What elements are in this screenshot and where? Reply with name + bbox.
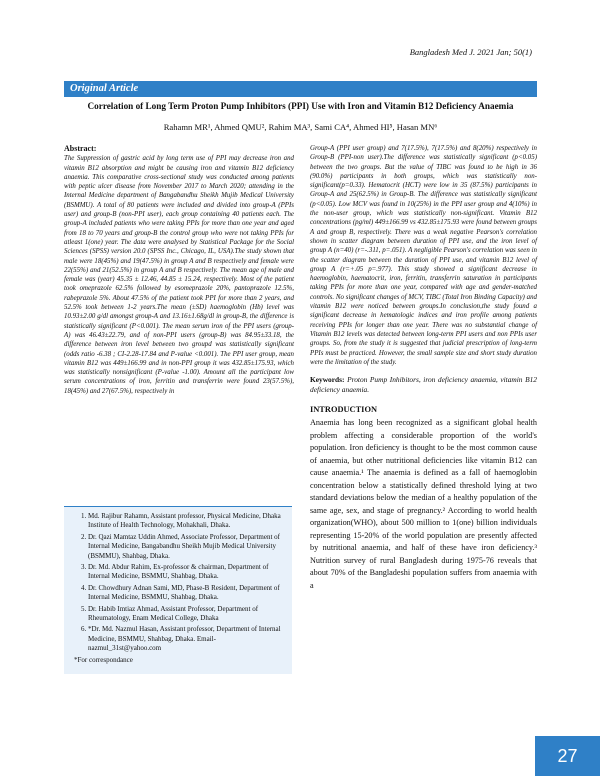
abstract-heading: Abstract: [64,144,97,153]
affiliation-item: 1. Md. Rajibur Rahamn, Assistant professor, Physical Medicine, Dhaka Institute of Health Technology, Mohakhali, Dhaka. [88,512,288,531]
right-column [310,144,537,592]
affiliation-item: 3. Dr. Md. Abdur Rahim, Ex-professor & chairman, Department of Internal Medicine, BSMMU, Shahbag, Dhaka. [88,563,288,582]
article-title: Correlation of Long Term Proton Pump Inhibitors (PPI) Use with Iron and Vitamin B12 Deficiency Anaemia [87,101,514,111]
affiliation-item: 2. Dr. Qazi Mamtaz Uddin Ahmed, Associate Professor, Department of Internal Medicine, Bangabandhu Sheikh Mujib Medical University (BSMMU), Shahbag, Dhaka. [88,533,288,561]
journal-citation: Bangladesh Med J. 2021 Jan; 50(1) [409,47,532,57]
correspondence-note: *For correspondance [74,655,133,664]
page-number: 27 [535,736,600,776]
affiliation-item: 4. Dr. Chowdhury Adnan Sami, MD, Phase-B Resident, Department of Internal Medicine, BSMMU, Shahbag, Dhaka. [88,584,288,603]
author-list: Rahamn MR¹, Ahmed QMU², Rahim MA³, Sami CA⁴, Ahmed HI⁵, Hasan MN⁶ [163,122,438,132]
introduction-heading: INTRODUCTION [310,405,378,415]
abstract-text-right: Group-A (PPI user group) and 7(17.5%), 7(17.5%) and 8(20%) respectively in Group-B (PPI-non user).The difference was statistically significant (p<0.05) between the two groups. But the value of TIBC was found to be high in 36 (90.0%) participants in both groups, which was statistically non-significant(p=0.33). Hematocrit (HCT) were low in 35 (87.5%) participants in Group-A and 25(62.5%) in Group-B. The difference was statistically significant (p<0.05). Low MCV was found in 10(25%) in the PPI user group and 4(10%) in the non-user group, which was statistically non-significant. Vitamin B12 concentrations (pg/ml) 449±166.99 vs 432.85±175.93 were found between groups A and group B, respectively. There was a weak negative Pearson's correlation shown in scatter diagram between duration of PPI use, and the iron level of group A (n=40) (r=-.311, p=.051). A negligible Pearson's correlation was seen in the scatter diagram between the duration of PPI use, and vitamin B12 level of group A (r=+.05 p=.977). This study showed a significant decrease in haemoglobin, haematocrit, iron, ferritin, transferrin saturation in participants taking PPIs for more than one year, compared with age and gender-matched controls. No significant changes of MCV, TIBC (Total Iron Binding Capacity) and vitamin B12 were noticed between groups.In conclusion,the study found a significant decrease in hematologic indices and iron profile among patients receiving PPIs for longer than one year. There was no substantial change of Vitamin B12 levels was detected between long-term PPI users and non PPIs user groups. So, from the study it is suggested that judicial prescription of long-term PPIs must be practiced. However, the small sample size and short study duration were the limitation of the study. [310,145,537,366]
article-type-banner: Original Article [64,81,537,97]
keywords-text: Proton Pump Inhibitors, iron deficiency anaemia, vitamin B12 deficiency anaemia. [310,375,537,395]
introduction-text: Anaemia has long been recognized as a significant global health problem affecting a considerable proportion of the world's population. Iron deficiency is thought to be the most common cause of anaemia, but other nutritional deficiencies like vitamin B12 can cause anaemia.¹ The anaemia is defined as a fall of haemoglobin concentration below a statistically defined threshold lying at two standard deviations below the median of a healthy population of the same age, sex, and stage of pregnancy.² According to world health organization(WHO), about 500 million to 1(one) billion individuals representing 15-20% of the world population are presently affected by nutritional anaemia, and half of these have iron deficiency.³ Nutrition survey of rural Bangladesh during 1975-76 reveals that about 70% of the Bangladeshi population suffers from anaemia with a [310,418,537,590]
affiliation-item: 5. Dr. Habib Imtiaz Ahmad, Assistant Professor, Department of Rheumatology, Enam Medical College, Dhaka [88,605,288,624]
left-column [64,144,294,396]
keywords [310,375,537,395]
affiliation-list [72,512,288,654]
affiliations-box [64,506,292,674]
keywords-label: Keywords: [310,375,345,385]
abstract-text-left: The Suppression of gastric acid by long term use of PPI may decrease iron and vitamin B12 absorption and might be causing iron and vitamin B12 deficiency anaemia. This comparative cross-sectional study was conducted among patients with peptic ulcer disease from November 2017 to March 2020; attending in the Internal Medicine department of Bangabandhu Sheikh Mujib Medical University (BSMMU). A total of 80 patients were included and divided into group-A (PPIs user) and group-B (non-PPI user), each group containing 40 patients each. The group-A included patients who were taking PPIs for more than one year and aged from 18 to 70 years and group-B the control group who were not taking PPIs for atleast 1(one) year. The data were analysed by Statistical Package for the Social Sciences (SPSS) version 20.0 (SPSS Inc., Chicago, IL, USA).The study shown that male were 18(45%) and 19(47.5%) in group A and B respectively and female were 22(55%) and 21(52.5%) in group A and B respectively. The mean age of male and female was (year) 45.35 ± 12.46, 44.85 ± 15.24, respectively. Most of the patient took omeprazole 62.5% followed by esomeprazole 20%, pantoprazole 12.5%, rabeprazole 5%. About 47.5% of the patient took PPI for more than 2 years, and 52.5% took between 1-2 years.The mean (±SD) haemoglobin (Hb) level was 10.93±2.00 g/dl amongst group-A and 13.16±1.68g/dl in group-B, the difference is statistically significant (P<0.001). The mean serum iron of the PPI users (group-A) was 46.43±22.79, and of non-PPI users (group-B) was 84.95±33.18, the difference between iron level between two groupd was statistically significant (odds ratio -6.38 ; CI-2.28-17.84 and P-value <0.001). The PPI user group, mean vitamin B12 was 449±166.99 and in non-PPI group it was 432.85±175.93, which was statistically nonsignificant (P-value -1.00). Amount all the participant low serum concentrations of iron, ferritin and transferrin were found 23(57.5%), 18(45%) and 27(67.5%), respectively in [64,155,294,395]
affiliation-item: 6. *Dr. Md. Nazmul Hasan, Assistant professor, Department of Internal Medicine, BSMMU, Shahbag, Dhaka. Email- nazmul_31st@yahoo.com [88,625,288,653]
